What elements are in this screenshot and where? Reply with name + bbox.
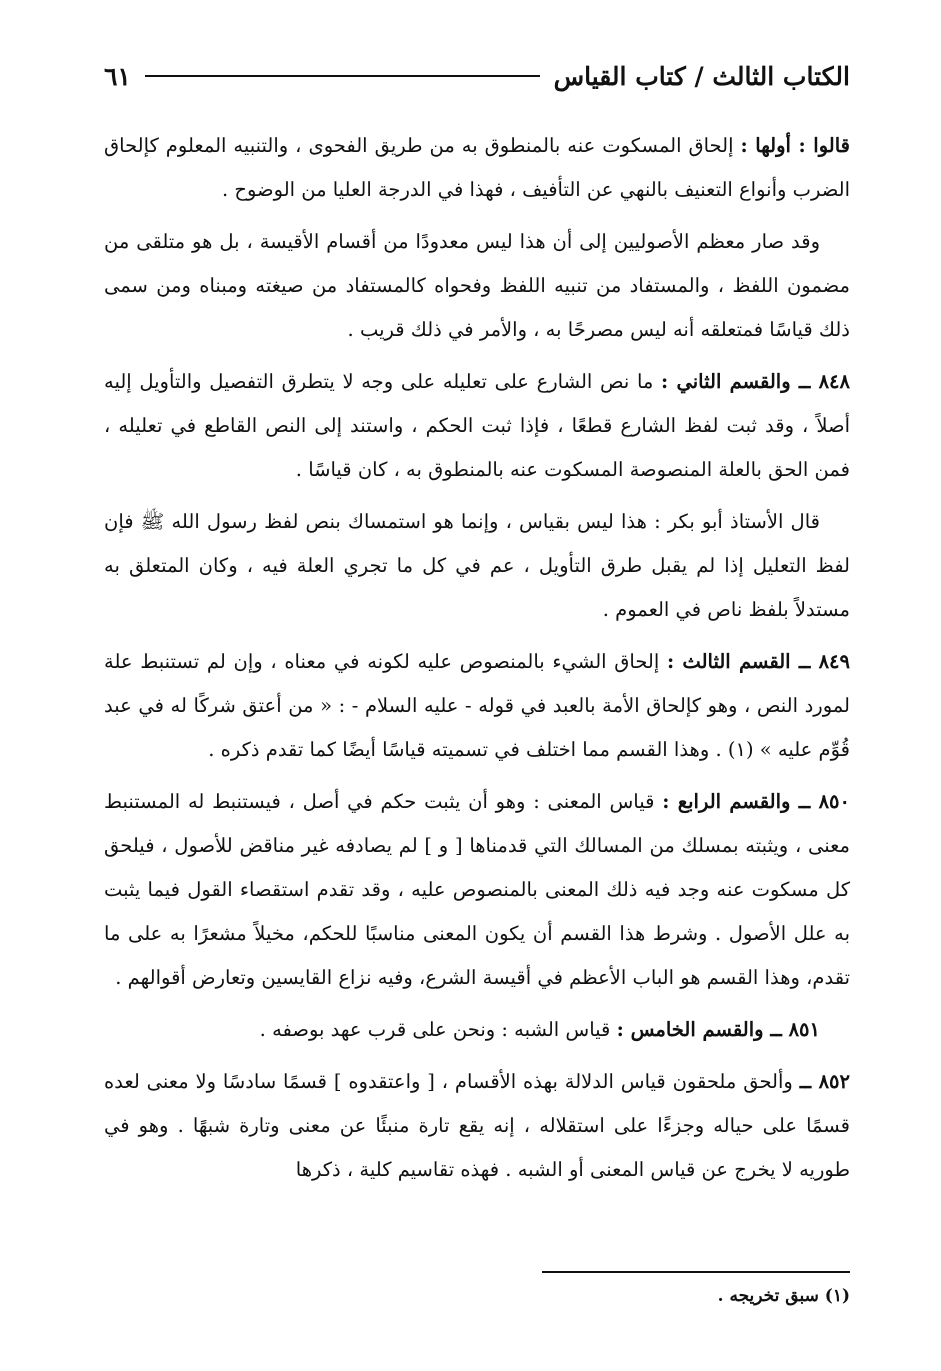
paragraph-852	[104, 1060, 850, 1192]
paragraph-851	[104, 1008, 850, 1052]
paragraph-text: إلحاق المسكوت عنه بالمنطوق به من طريق الفحوى ، والتنبيه المعلوم كإلحاق الضرب وأنواع التعنيف بالنهي عن التأفيف ، فهذا في الدرجة العليا من الوضوح .	[104, 134, 850, 201]
paragraph-text: قياس الشبه : ونحن على قرب عهد بوصفه .	[259, 1018, 617, 1041]
paragraph-heading: ٨٥١ ــ والقسم الخامس :	[616, 1018, 820, 1041]
paragraph-text: وألحق ملحقون قياس الدلالة بهذه الأقسام ، [ واعتقدوه ] قسمًا سادسًا ولا معنى لعده قسمًا على حياله وجزءًا على استقلاله ، إنه يقع تارة منبئًا عن معنى وتارة شبهًا . وهو في طوريه لا يخرج عن قياس المعنى أو الشبه . فهذه تقاسيم كلية ، ذكرها	[104, 1070, 850, 1181]
footnote: (١) سبق تخريجه .	[717, 1286, 850, 1306]
paragraph-1	[104, 124, 850, 212]
body-text	[104, 124, 850, 1200]
header-rule	[145, 75, 540, 77]
paragraph-heading: قالوا : أولها :	[740, 134, 850, 157]
paragraph-heading: ٨٥٢ ــ	[799, 1070, 850, 1093]
header-title: الكتاب الثالث / كتاب القياس	[553, 61, 850, 91]
paragraph-text: قياس المعنى : وهو أن يثبت حكم في أصل ، فيستنبط له المستنبط معنى ، ويثبته بمسلك من المسالك التي قدمناها [ و ] لم يصادفه غير مناقض للأصول ، فيلحق كل مسكوت عنه وجد فيه ذلك المعنى بالمنصوص عليه ، وقد تقدم استقصاء القول فيما يثبت به علل الأصول . وشرط هذا القسم أن يكون المعنى مناسبًا للحكم، مخيلاً مشعرًا به على ما تقدم، وهذا القسم هو الباب الأعظم في أقيسة الشرع، وفيه نزاع القايسين وتعارض أقوالهم .	[104, 790, 850, 989]
paragraph-heading: ٨٥٠ ــ والقسم الرابع :	[662, 790, 850, 813]
paragraph-text: وقد صار معظم الأصوليين إلى أن هذا ليس معدودًا من أقسام الأقيسة ، بل هو متلقى من مضمون اللفظ ، والمستفاد من تنبيه اللفظ وفحواه كالمستفاد من صيغته ومبناه ومن سمى ذلك قياسًا فمتعلقه أنه ليس مصرحًا به ، والأمر في ذلك قريب .	[104, 230, 850, 341]
paragraph-text: قال الأستاذ أبو بكر : هذا ليس بقياس ، وإنما هو استمساك بنص لفظ رسول الله ﷺ فإن لفظ التعليل إذا لم يقبل طرق التأويل ، عم في كل ما تجري العلة فيه ، وكان المتعلق به مستدلاً بلفظ ناص في العموم .	[104, 510, 850, 621]
paragraph-849	[104, 640, 850, 772]
paragraph-2	[104, 220, 850, 352]
paragraph-heading: ٨٤٨ ــ والقسم الثاني :	[661, 370, 850, 393]
paragraph-850	[104, 780, 850, 1000]
paragraph-text: إلحاق الشيء بالمنصوص عليه لكونه في معناه ، وإن لم تستنبط علة لمورد النص ، وهو كإلحاق الأمة بالعبد في قوله - عليه السلام - : « من أعتق شركًا له في عبد قُوِّم عليه » (١) . وهذا القسم مما اختلف في تسميته قياسًا أيضًا كما تقدم ذكره .	[104, 650, 850, 761]
footnote-separator	[542, 1271, 850, 1273]
paragraph-848	[104, 360, 850, 492]
paragraph-abu-bakr	[104, 500, 850, 632]
page-header	[104, 56, 850, 96]
page-number: ٦١	[104, 61, 131, 91]
paragraph-text: ما نص الشارع على تعليله على وجه لا يتطرق التفصيل والتأويل إليه أصلاً ، وقد ثبت لفظ الشارع قطعًا ، فإذا ثبت الحكم ، واستند إلى النص القاطع في تعليله ، فمن الحق بالعلة المنصوصة المسكوت عنه بالمنطوق به ، كان قياسًا .	[104, 370, 850, 481]
paragraph-heading: ٨٤٩ ــ القسم الثالث :	[666, 650, 850, 673]
